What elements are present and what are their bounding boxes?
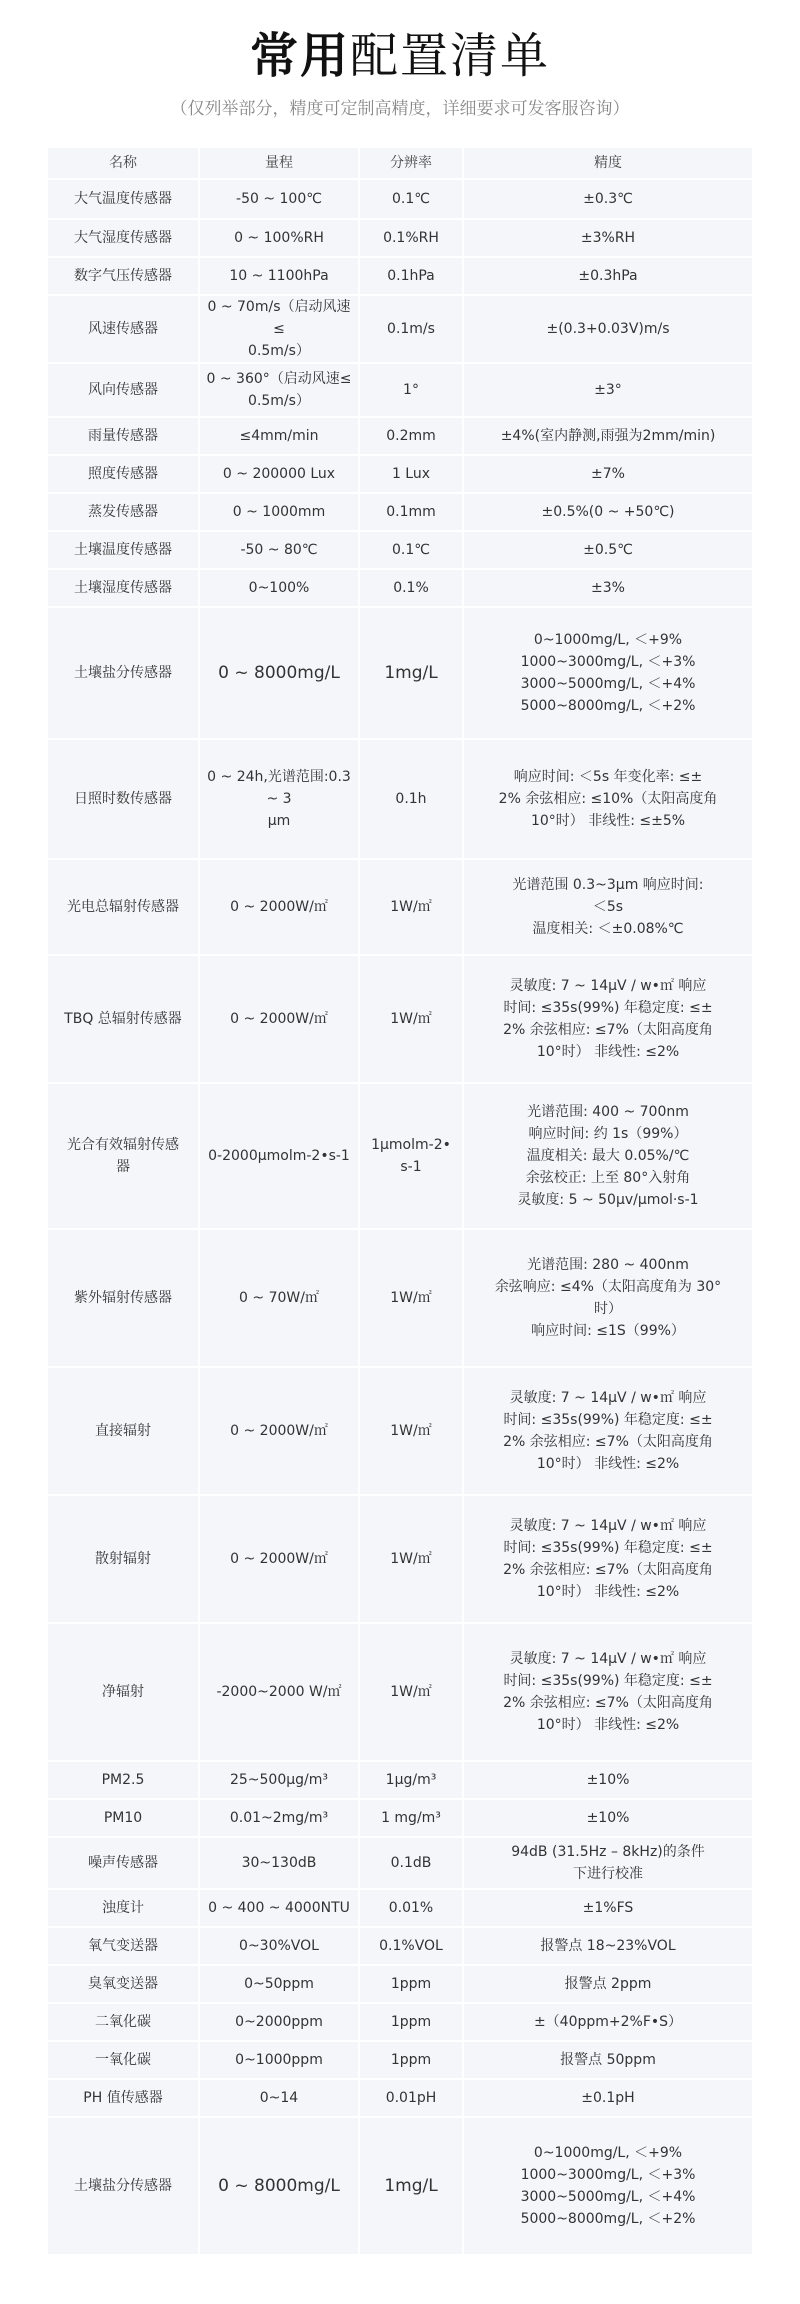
cell-resolution: 1W/㎡ [360, 860, 464, 956]
cell-accuracy: ±0.5℃ [464, 532, 752, 570]
page-subtitle: （仅列举部分，精度可定制高精度，详细要求可发客服咨询） [170, 99, 630, 119]
cell-range: 10 ~ 1100hPa [200, 258, 360, 296]
cell-accuracy: 报警点 2ppm [464, 1966, 752, 2004]
table-row [48, 494, 752, 532]
cell-name: 臭氧变送器 [48, 1966, 200, 2004]
cell-accuracy: 光谱范围: 400 ~ 700nm 响应时间: 约 1s（99%） 温度相关: 最大 0.05%/℃ 余弦校正: 上至 80°入射角 灵敏度: 5 ~ 50μv/μmol·s-1 [464, 1084, 752, 1230]
table-row [48, 1230, 752, 1368]
cell-range: 0 ~ 2000W/㎡ [200, 956, 360, 1084]
cell-range: 30~130dB [200, 1838, 360, 1890]
cell-name: 日照时数传感器 [48, 740, 200, 860]
table-row [48, 1966, 752, 2004]
cell-name: 数字气压传感器 [48, 258, 200, 296]
cell-resolution: 0.1mm [360, 494, 464, 532]
cell-name: 一氧化碳 [48, 2042, 200, 2080]
page-title-bold: 常用 [249, 28, 350, 84]
cell-resolution: 1 Lux [360, 456, 464, 494]
cell-name: PM2.5 [48, 1762, 200, 1800]
table-row [48, 456, 752, 494]
cell-resolution: 0.1dB [360, 1838, 464, 1890]
cell-name: 氧气变送器 [48, 1928, 200, 1966]
cell-range: 0 ~ 400 ~ 4000NTU [200, 1890, 360, 1928]
cell-accuracy: ±0.3℃ [464, 180, 752, 220]
cell-accuracy: 0~1000mg/L, ＜+9% 1000~3000mg/L, ＜+3% 3000~5000mg/L, ＜+4% 5000~8000mg/L, ＜+2% [464, 608, 752, 740]
table-row [48, 1838, 752, 1890]
cell-accuracy: 响应时间: ＜5s 年变化率: ≤± 2% 余弦相应: ≤10%（太阳高度角 10°时） 非线性: ≤±5% [464, 740, 752, 860]
cell-range: 0 ~ 70m/s（启动风速≤ 0.5m/s） [200, 296, 360, 364]
cell-accuracy: ±（40ppm+2%F•S） [464, 2004, 752, 2042]
cell-name: 雨量传感器 [48, 418, 200, 456]
cell-resolution: 0.1m/s [360, 296, 464, 364]
page-title [0, 26, 800, 86]
cell-name: 紫外辐射传感器 [48, 1230, 200, 1368]
table-row [48, 364, 752, 418]
cell-resolution: 1W/㎡ [360, 956, 464, 1084]
cell-range: 0.01~2mg/m³ [200, 1800, 360, 1838]
page-title-light: 配置清单 [350, 28, 551, 84]
cell-accuracy: 94dB (31.5Hz – 8kHz)的条件 下进行校准 [464, 1838, 752, 1890]
cell-accuracy: ±10% [464, 1800, 752, 1838]
cell-resolution: 1W/㎡ [360, 1230, 464, 1368]
cell-name: 散射辐射 [48, 1496, 200, 1624]
cell-resolution: 0.01pH [360, 2080, 464, 2118]
spec-table [48, 148, 752, 2256]
cell-range: 0 ~ 8000mg/L [200, 608, 360, 740]
cell-name: 大气温度传感器 [48, 180, 200, 220]
cell-resolution: 1W/㎡ [360, 1496, 464, 1624]
table-row [48, 860, 752, 956]
cell-accuracy: 光谱范围: 280 ~ 400nm 余弦响应: ≤4%（太阳高度角为 30° 时） 响应时间: ≤1S（99%） [464, 1230, 752, 1368]
table-row [48, 1368, 752, 1496]
table-row [48, 1496, 752, 1624]
column-header-resolution: 分辨率 [360, 148, 464, 180]
cell-accuracy: 光谱范围 0.3~3μm 响应时间: ＜5s 温度相关: ＜±0.08%℃ [464, 860, 752, 956]
cell-accuracy: ±3% [464, 570, 752, 608]
table-row [48, 2004, 752, 2042]
cell-resolution: 1 mg/m³ [360, 1800, 464, 1838]
header [0, 0, 800, 119]
cell-accuracy: ±10% [464, 1762, 752, 1800]
cell-name: 直接辐射 [48, 1368, 200, 1496]
cell-resolution: 0.1%VOL [360, 1928, 464, 1966]
cell-name: PM10 [48, 1800, 200, 1838]
cell-accuracy: 0~1000mg/L, ＜+9% 1000~3000mg/L, ＜+3% 3000~5000mg/L, ＜+4% 5000~8000mg/L, ＜+2% [464, 2118, 752, 2256]
table-row [48, 2042, 752, 2080]
cell-range: 0~30%VOL [200, 1928, 360, 1966]
cell-resolution: 0.1% [360, 570, 464, 608]
cell-accuracy: ±0.1pH [464, 2080, 752, 2118]
cell-range: -50 ~ 80℃ [200, 532, 360, 570]
table-row [48, 570, 752, 608]
cell-range: 0 ~ 8000mg/L [200, 2118, 360, 2256]
cell-resolution: 0.1h [360, 740, 464, 860]
cell-resolution: 1W/㎡ [360, 1624, 464, 1762]
cell-name: 大气湿度传感器 [48, 220, 200, 258]
table-row [48, 1890, 752, 1928]
cell-range: 0 ~ 2000W/㎡ [200, 1496, 360, 1624]
cell-resolution: 0.1%RH [360, 220, 464, 258]
cell-accuracy: 灵敏度: 7 ~ 14μV / w•㎡ 响应 时间: ≤35s(99%) 年稳定度: ≤± 2% 余弦相应: ≤7%（太阳高度角 10°时） 非线性: ≤2% [464, 956, 752, 1084]
table-row [48, 296, 752, 364]
cell-range: 0 ~ 2000W/㎡ [200, 860, 360, 956]
cell-resolution: 1mg/L [360, 608, 464, 740]
cell-resolution: 0.01% [360, 1890, 464, 1928]
cell-range: 0~2000ppm [200, 2004, 360, 2042]
table-row [48, 258, 752, 296]
cell-accuracy: 灵敏度: 7 ~ 14μV / w•㎡ 响应 时间: ≤35s(99%) 年稳定度: ≤± 2% 余弦相应: ≤7%（太阳高度角 10°时） 非线性: ≤2% [464, 1368, 752, 1496]
cell-accuracy: 报警点 18~23%VOL [464, 1928, 752, 1966]
table-row [48, 418, 752, 456]
cell-resolution: 1ppm [360, 1966, 464, 2004]
cell-range: 25~500μg/m³ [200, 1762, 360, 1800]
cell-range: 0-2000μmolm-2•s-1 [200, 1084, 360, 1230]
cell-range: 0 ~ 360°（启动风速≤ 0.5m/s） [200, 364, 360, 418]
cell-resolution: 1μmolm-2• s-1 [360, 1084, 464, 1230]
cell-resolution: 1ppm [360, 2042, 464, 2080]
cell-name: 土壤湿度传感器 [48, 570, 200, 608]
cell-accuracy: ±3° [464, 364, 752, 418]
cell-resolution: 0.1hPa [360, 258, 464, 296]
table-row [48, 1624, 752, 1762]
cell-accuracy: 灵敏度: 7 ~ 14μV / w•㎡ 响应 时间: ≤35s(99%) 年稳定度: ≤± 2% 余弦相应: ≤7%（太阳高度角 10°时） 非线性: ≤2% [464, 1624, 752, 1762]
cell-range: 0 ~ 2000W/㎡ [200, 1368, 360, 1496]
table-row [48, 956, 752, 1084]
cell-name: 二氧化碳 [48, 2004, 200, 2042]
cell-accuracy: ±(0.3+0.03V)m/s [464, 296, 752, 364]
table-row [48, 1762, 752, 1800]
cell-range: 0~1000ppm [200, 2042, 360, 2080]
cell-name: 光电总辐射传感器 [48, 860, 200, 956]
cell-name: 光合有效辐射传感 器 [48, 1084, 200, 1230]
cell-name: PH 值传感器 [48, 2080, 200, 2118]
cell-name: 风速传感器 [48, 296, 200, 364]
cell-name: 净辐射 [48, 1624, 200, 1762]
cell-accuracy: ±0.5%(0 ~ +50℃) [464, 494, 752, 532]
table-row [48, 608, 752, 740]
cell-name: 土壤盐分传感器 [48, 608, 200, 740]
cell-name: 蒸发传感器 [48, 494, 200, 532]
table-header-row [48, 148, 752, 180]
cell-range: 0 ~ 70W/㎡ [200, 1230, 360, 1368]
table-row [48, 1800, 752, 1838]
cell-name: 照度传感器 [48, 456, 200, 494]
cell-range: -2000~2000 W/㎡ [200, 1624, 360, 1762]
cell-range: 0 ~ 24h,光谱范围:0.3 ~ 3 μm [200, 740, 360, 860]
table-row [48, 2118, 752, 2256]
column-header-accuracy: 精度 [464, 148, 752, 180]
cell-name: 土壤盐分传感器 [48, 2118, 200, 2256]
cell-range: -50 ~ 100℃ [200, 180, 360, 220]
cell-accuracy: ±0.3hPa [464, 258, 752, 296]
column-header-name: 名称 [48, 148, 200, 180]
table-row [48, 740, 752, 860]
cell-resolution: 1mg/L [360, 2118, 464, 2256]
cell-range: ≤4mm/min [200, 418, 360, 456]
cell-name: 噪声传感器 [48, 1838, 200, 1890]
cell-range: 0~14 [200, 2080, 360, 2118]
cell-name: TBQ 总辐射传感器 [48, 956, 200, 1084]
table-body [48, 180, 752, 2256]
cell-resolution: 0.1℃ [360, 532, 464, 570]
cell-accuracy: 灵敏度: 7 ~ 14μV / w•㎡ 响应 时间: ≤35s(99%) 年稳定度: ≤± 2% 余弦相应: ≤7%（太阳高度角 10°时） 非线性: ≤2% [464, 1496, 752, 1624]
table-row [48, 532, 752, 570]
cell-accuracy: ±3%RH [464, 220, 752, 258]
cell-accuracy: ±7% [464, 456, 752, 494]
cell-range: 0 ~ 200000 Lux [200, 456, 360, 494]
column-header-range: 量程 [200, 148, 360, 180]
table-row [48, 1084, 752, 1230]
cell-accuracy: 报警点 50ppm [464, 2042, 752, 2080]
cell-resolution: 1° [360, 364, 464, 418]
cell-name: 土壤温度传感器 [48, 532, 200, 570]
cell-accuracy: ±4%(室内静测,雨强为2mm/min) [464, 418, 752, 456]
cell-range: 0 ~ 1000mm [200, 494, 360, 532]
cell-resolution: 1μg/m³ [360, 1762, 464, 1800]
table-row [48, 2080, 752, 2118]
cell-range: 0~50ppm [200, 1966, 360, 2004]
table-row [48, 220, 752, 258]
cell-accuracy: ±1%FS [464, 1890, 752, 1928]
cell-name: 浊度计 [48, 1890, 200, 1928]
cell-resolution: 0.1℃ [360, 180, 464, 220]
cell-range: 0 ~ 100%RH [200, 220, 360, 258]
cell-resolution: 1ppm [360, 2004, 464, 2042]
cell-range: 0~100% [200, 570, 360, 608]
table-row [48, 180, 752, 220]
cell-resolution: 0.2mm [360, 418, 464, 456]
cell-resolution: 1W/㎡ [360, 1368, 464, 1496]
table-row [48, 1928, 752, 1966]
cell-name: 风向传感器 [48, 364, 200, 418]
